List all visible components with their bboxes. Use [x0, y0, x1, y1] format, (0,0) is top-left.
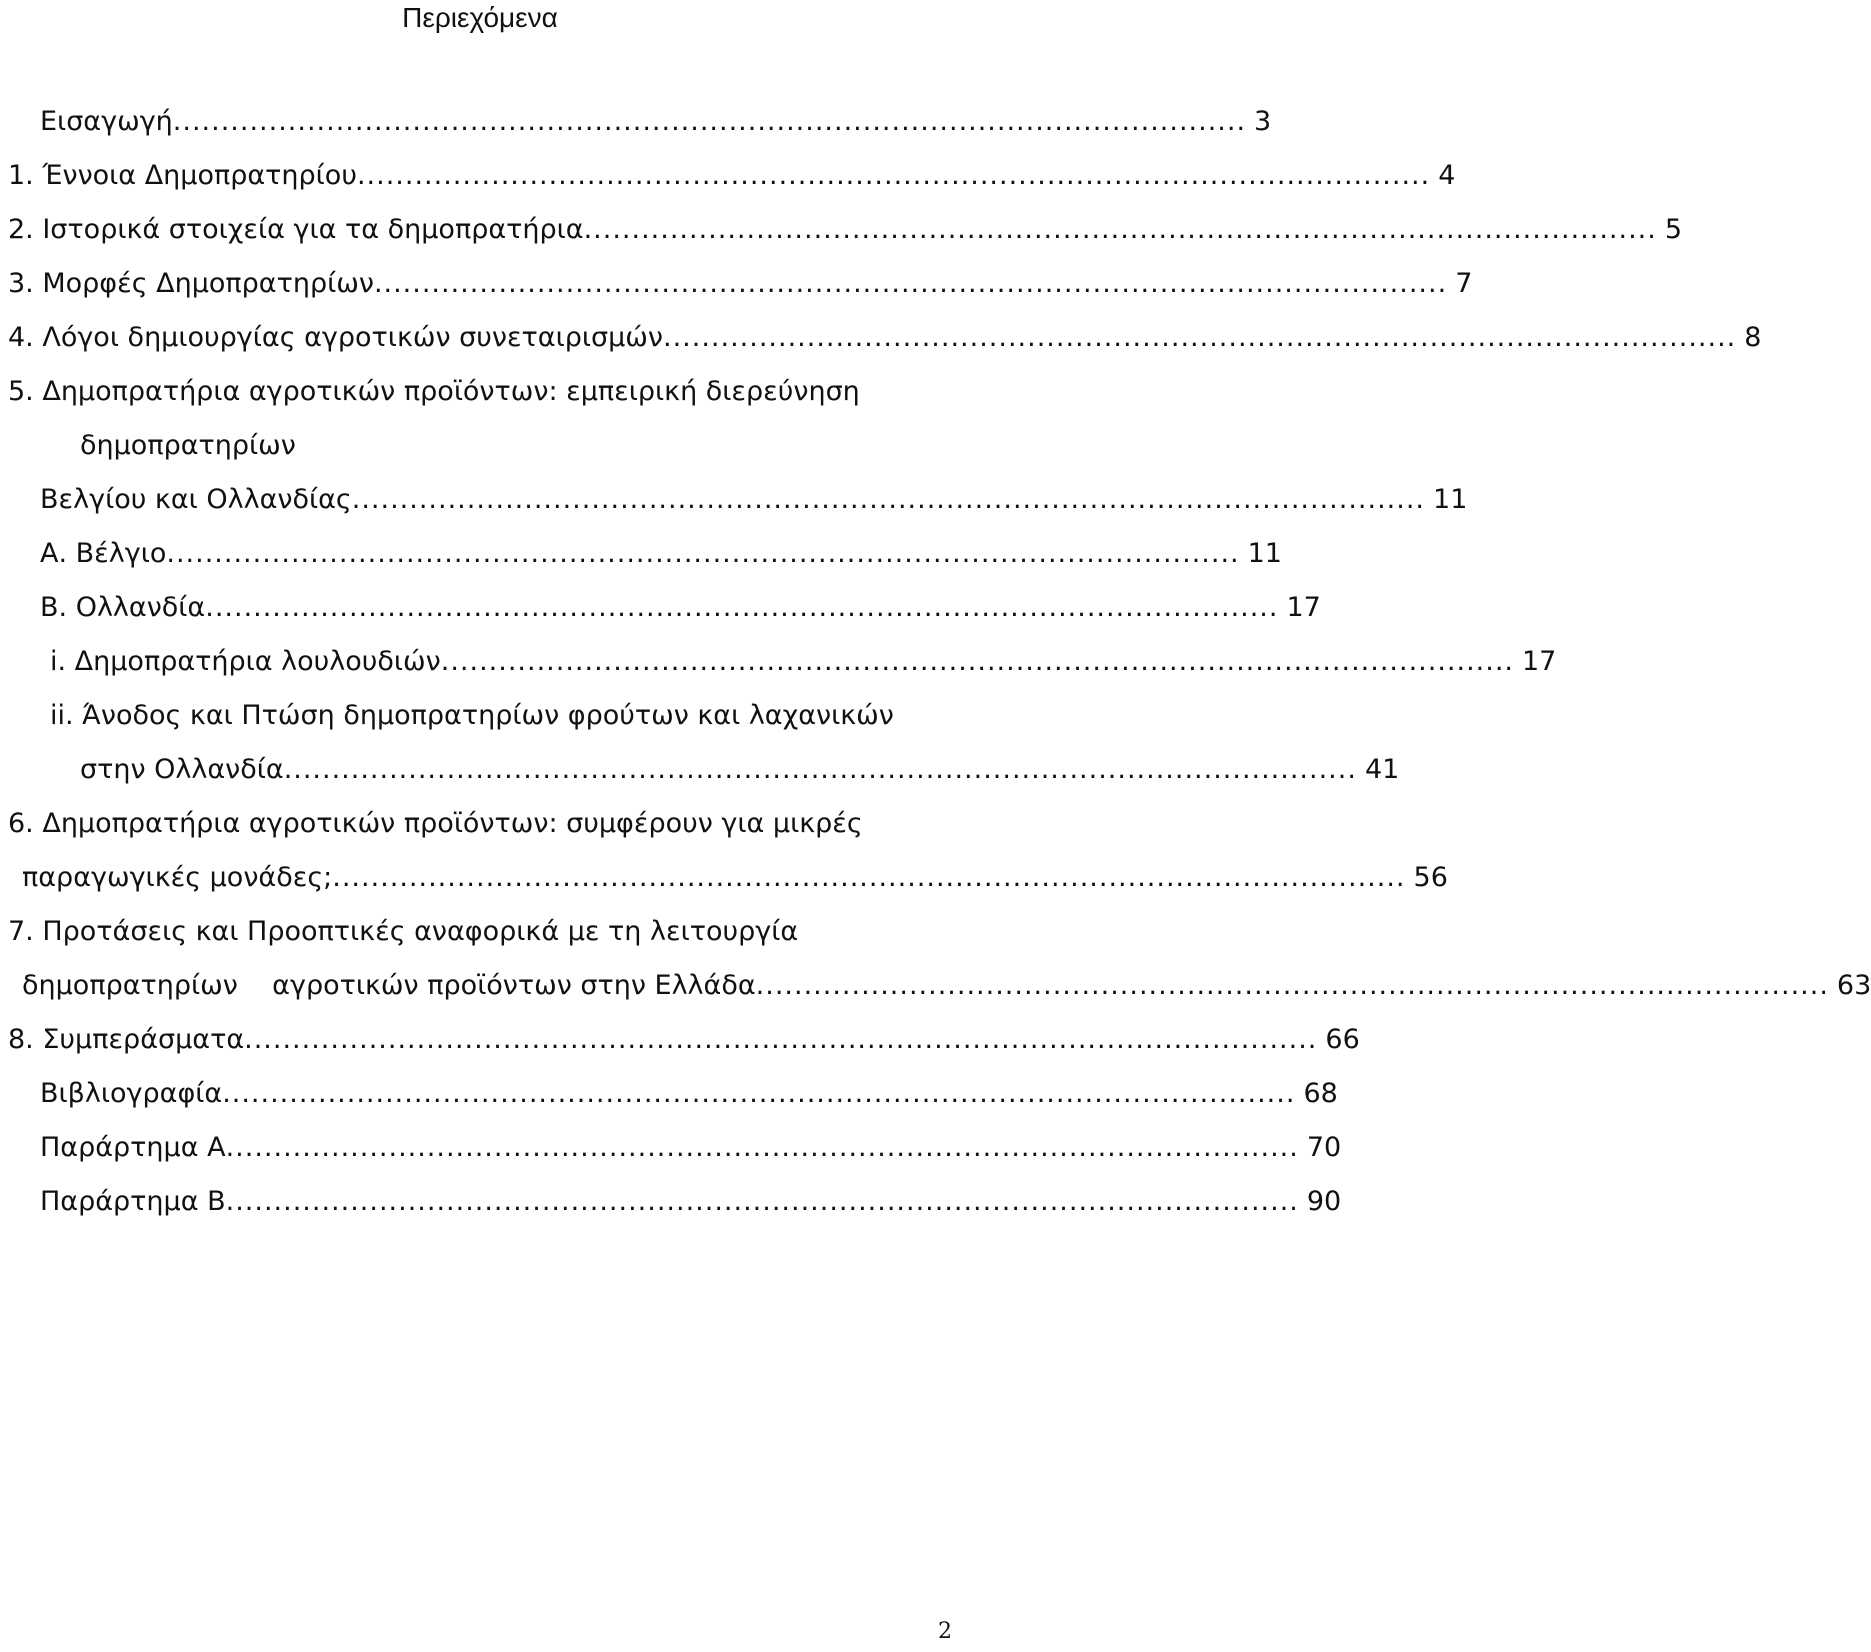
toc-leader: ................................................................................................................ [663, 322, 1737, 353]
toc-entry-appendix-a[interactable] [40, 1128, 1342, 1168]
toc-label: 2. Ιστορικά στοιχεία για τα δημοπρατήρια [8, 214, 584, 245]
toc-leader: ................................................................................................................ [172, 106, 1247, 137]
toc-label: Α. Βέλγιο [40, 538, 167, 569]
toc-label: Παράρτημα Β [40, 1186, 226, 1217]
toc-page: 17 [1522, 646, 1557, 677]
toc-entry-5b-ii[interactable] [80, 750, 1400, 790]
toc-entry-5b-ii-heading[interactable]: ii. Άνοδος και Πτώση δημοπρατηρίων φρούτων και λαχανικών [50, 700, 894, 731]
toc-entry-5-heading[interactable]: 5. Δημοπρατήρια αγροτικών προϊόντων: εμπειρική διερεύνηση [8, 376, 860, 407]
toc-leader: ................................................................................................................ [332, 862, 1406, 893]
toc-entry-7-heading[interactable]: 7. Προτάσεις και Προοπτικές αναφορικά με τη λειτουργία [8, 916, 799, 947]
toc-label: 8. Συμπεράσματα [8, 1024, 245, 1055]
toc-label: παραγωγικές μονάδες; [22, 862, 333, 893]
toc-entry-5[interactable] [40, 480, 1468, 520]
toc-page: 63 [1836, 970, 1871, 1001]
toc-label: Εισαγωγή [40, 106, 173, 137]
toc-page: 68 [1303, 1078, 1338, 1109]
toc-leader: ................................................................................................................ [583, 214, 1657, 245]
toc-leader: ................................................................................................................ [222, 1078, 1296, 1109]
page-title: Περιεχόμενα [402, 2, 558, 33]
toc-page: 17 [1286, 592, 1321, 623]
toc-entry-introduction[interactable] [40, 102, 1272, 142]
toc-leader: ................................................................................................................ [283, 754, 1357, 785]
toc-entry-6[interactable] [22, 858, 1448, 898]
toc-leader: ................................................................................................................ [225, 1186, 1299, 1217]
toc-label: στην Ολλανδία [80, 754, 284, 785]
toc-page: 70 [1306, 1132, 1342, 1163]
toc-leader: ................................................................................................................ [755, 970, 1829, 1001]
toc-leader: ................................................................................................................ [351, 484, 1426, 515]
toc-page: 11 [1433, 484, 1468, 515]
toc-page: 11 [1247, 538, 1282, 569]
toc-entry-bibliography[interactable] [40, 1074, 1338, 1114]
toc-label: Παράρτημα Α [40, 1132, 226, 1163]
toc-page: 7 [1455, 268, 1473, 299]
toc-entry-4[interactable] [8, 318, 1762, 358]
toc-entry-5a[interactable] [40, 534, 1282, 574]
toc-entry-3[interactable] [8, 264, 1473, 304]
toc-label: Βελγίου και Ολλανδίας [40, 484, 352, 515]
toc-entry-7[interactable] [22, 966, 1871, 1006]
toc-label: 1. Έννοια Δημοπρατηρίου [8, 160, 357, 191]
toc-entry-8[interactable] [8, 1020, 1360, 1060]
toc-entry-2[interactable] [8, 210, 1683, 250]
toc-page: 5 [1664, 214, 1683, 245]
toc-label: δημοπρατηρίων αγροτικών προϊόντων στην Ελλάδα [22, 970, 756, 1001]
toc-page: 3 [1254, 106, 1272, 137]
toc-leader: ................................................................................................................ [244, 1024, 1318, 1055]
page-number: 2 [938, 1619, 952, 1644]
toc-entry-6-heading[interactable]: 6. Δημοπρατήρια αγροτικών προϊόντων: συμφέρουν για μικρές [8, 808, 863, 839]
toc-label: 3. Μορφές Δημοπρατηρίων [8, 268, 374, 299]
toc-entry-appendix-b[interactable] [40, 1182, 1342, 1222]
toc-leader: ................................................................................................................ [373, 268, 1448, 299]
toc-entry-5b[interactable] [40, 588, 1321, 628]
toc-label: 4. Λόγοι δημιουργίας αγροτικών συνεταιρισμών [8, 322, 663, 353]
toc-leader: ................................................................................................................ [225, 1132, 1299, 1163]
toc-page: 90 [1306, 1186, 1342, 1217]
toc-label: i. Δημοπρατήρια λουλουδιών [50, 646, 441, 677]
toc-entry-5-heading-cont: δημοπρατηρίων [80, 430, 296, 461]
toc-leader: ................................................................................................................ [166, 538, 1240, 569]
toc-leader: ................................................................................................................ [356, 160, 1431, 191]
toc-page: 66 [1325, 1024, 1360, 1055]
toc-label: Β. Ολλανδία [40, 592, 206, 623]
toc-page: 4 [1438, 160, 1456, 191]
toc-entry-1[interactable] [8, 156, 1456, 196]
toc-entry-5b-i[interactable] [50, 642, 1557, 682]
toc-page: 41 [1364, 754, 1400, 785]
toc-page: 56 [1413, 862, 1448, 893]
toc-label: Βιβλιογραφία [40, 1078, 223, 1109]
toc-leader: ................................................................................................................ [205, 592, 1279, 623]
toc-page: 8 [1744, 322, 1762, 353]
toc-leader: ................................................................................................................ [440, 646, 1514, 677]
